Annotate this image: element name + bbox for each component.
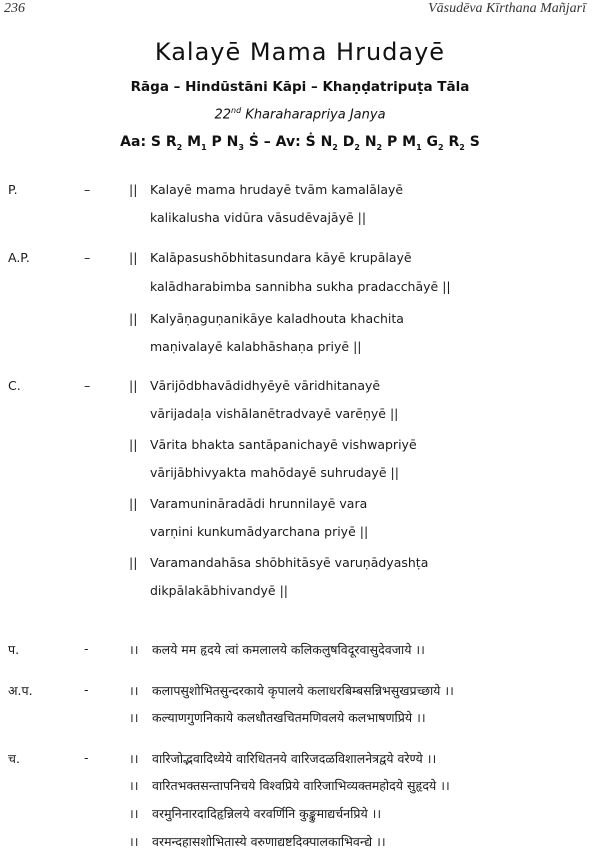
section-dash: - xyxy=(84,682,89,697)
line-bars: || xyxy=(129,182,138,197)
avarohana-notes xyxy=(321,134,470,150)
janya-line xyxy=(0,106,600,122)
section-label-charanam-devanagari: च. xyxy=(8,751,20,766)
lyric-line: maṇivalayē kalabhāshaṇa priyē || xyxy=(150,339,362,354)
devanagari-line: कल्याणगुणनिकाये कलधौतखचितमणिवलये कलभाषणप्रिये ।। xyxy=(152,710,426,725)
lyric-line: Kalāpasushōbhitasundara kāyē krupālayē xyxy=(150,250,412,265)
section-label-anupallavi: A.P. xyxy=(8,250,30,265)
arohana-end: Ṡ xyxy=(248,134,259,150)
line-bars: ।। xyxy=(129,751,139,766)
lyric-line: vārijābhivyakta mahōdayē suhrudayē || xyxy=(150,465,399,480)
lyric-line: Varamunināradādi hrunnilayē vara xyxy=(150,496,368,511)
scale-note: $M_1$ xyxy=(402,134,422,152)
section-dash: - xyxy=(84,750,89,765)
janya-ordinal: nd xyxy=(231,106,242,115)
scale-note-subscript: 2 xyxy=(332,142,338,152)
line-bars: || xyxy=(129,378,138,393)
scale-note: $D_2$ xyxy=(342,134,360,152)
arohana-notes xyxy=(166,134,249,150)
scale-note: P xyxy=(387,134,398,150)
scale-note: $R_2$ xyxy=(448,134,465,152)
scale-note-subscript: 2 xyxy=(376,142,383,152)
line-bars: || xyxy=(129,496,138,511)
avarohana-end: S xyxy=(469,134,480,150)
avarohana-label: Av: Ṡ xyxy=(275,134,321,150)
section-dash: – xyxy=(84,182,91,197)
section-dash: - xyxy=(84,641,89,656)
section-label-pallavi: P. xyxy=(8,182,18,197)
line-bars: ।। xyxy=(129,683,139,698)
arohana-label: Aa: S xyxy=(120,134,166,150)
scale-note: P xyxy=(211,134,222,150)
section-dash: – xyxy=(84,378,91,393)
scale-note-subscript: 2 xyxy=(438,142,444,152)
line-bars: || xyxy=(129,555,138,570)
line-bars: ।। xyxy=(129,778,139,793)
scale-note-subscript: 1 xyxy=(416,142,422,152)
scale-note: $G_2$ xyxy=(426,134,444,152)
line-bars: ।। xyxy=(129,834,139,849)
scale-note-subscript: 3 xyxy=(238,142,244,152)
lyric-line: Varamandahāsa shōbhitāsyē varuṇādyashṭa xyxy=(150,555,429,570)
scale-note-subscript: 1 xyxy=(201,142,207,152)
devanagari-line: वरमन्दहासशोभितास्ये वरुणाद्यष्टदिक्पालकाभिवन्द्ये ।। xyxy=(152,834,386,849)
section-dash: – xyxy=(84,250,91,265)
devanagari-line: वरमुनिनारदादिहृन्निलये वरवर्णिनि कुङ्कुमाद्यर्चनप्रिये ।। xyxy=(152,806,382,821)
lyric-line: vārijadaḷa vishālanētradvayē varēṇyē || xyxy=(150,406,399,421)
line-bars: ।। xyxy=(129,710,139,725)
scale-separator: – xyxy=(258,134,276,150)
lyric-line: Kalayē mama hrudayē tvām kamalālayē xyxy=(150,182,404,197)
devanagari-line: वारिजोद्भवादिध्येये वारिधितनये वारिजदळविशालनेत्रद्वये वरेण्ये ।। xyxy=(152,751,437,766)
lyric-line: Vārita bhakta santāpanichayē vishwapriyē xyxy=(150,437,417,452)
scale-note: $N_2$ xyxy=(320,134,338,152)
page-number: 236 xyxy=(4,1,25,16)
section-label-anupallavi-devanagari: अ.प. xyxy=(8,683,33,698)
lyric-line: Vārijōdbhavādidhyēyē vāridhitanayē xyxy=(150,378,381,393)
scale-note-subscript: 2 xyxy=(176,142,183,152)
devanagari-line: कलापसुशोभितसुन्दरकाये कृपालये कलाधरबिम्बसन्निभसुखप्रच्छाये ।। xyxy=(152,683,454,698)
devanagari-line: वारितभक्तसन्तापनिचये विश्वप्रिये वारिजाभिव्यक्तमहोदये सुहृदये ।। xyxy=(152,778,450,793)
lyric-line: kalādharabimba sannibha sukha pradacchāyē || xyxy=(150,279,451,294)
section-label-charanam: C. xyxy=(8,378,21,393)
line-bars: ।। xyxy=(129,642,139,657)
line-bars: || xyxy=(129,437,138,452)
scale-note-subscript: 2 xyxy=(459,142,465,152)
scale-note-subscript: 2 xyxy=(354,142,360,152)
line-bars: || xyxy=(129,250,138,265)
scale-note: $R_2$ xyxy=(165,134,183,152)
book-title: Vāsudēva Kīrthana Mañjarī xyxy=(428,1,586,16)
scale-note: $N_3$ xyxy=(226,134,244,152)
song-title: Kalayē Mama Hrudayē xyxy=(154,38,446,66)
lyric-line: Kalyāṇaguṇanikāye kaladhouta khachita xyxy=(150,311,404,326)
lyric-line: dikpālakābhivandyē || xyxy=(150,583,289,598)
janya-text: Kharaharapriya Janya xyxy=(241,107,386,123)
devanagari-line: कलये मम हृदये त्वां कमलालये कलिकलुषविदूरवासुदेवजाये ।। xyxy=(152,642,425,657)
scale-note: $N_2$ xyxy=(364,134,383,152)
raga-tala-line: Rāga – Hindūstāni Kāpi – Khaṇḍatripuṭa Tāla xyxy=(130,79,470,95)
line-bars: ।। xyxy=(129,806,139,821)
line-bars: || xyxy=(129,311,138,326)
scale-note: $M_1$ xyxy=(187,134,207,152)
section-label-pallavi-devanagari: प. xyxy=(8,642,20,657)
scale-line xyxy=(0,134,600,152)
lyric-line: kalikalusha vidūra vāsudēvajāyē || xyxy=(150,210,367,225)
lyric-line: varṇini kunkumādyarchana priyē || xyxy=(150,524,369,539)
janya-number: 22 xyxy=(214,107,231,123)
